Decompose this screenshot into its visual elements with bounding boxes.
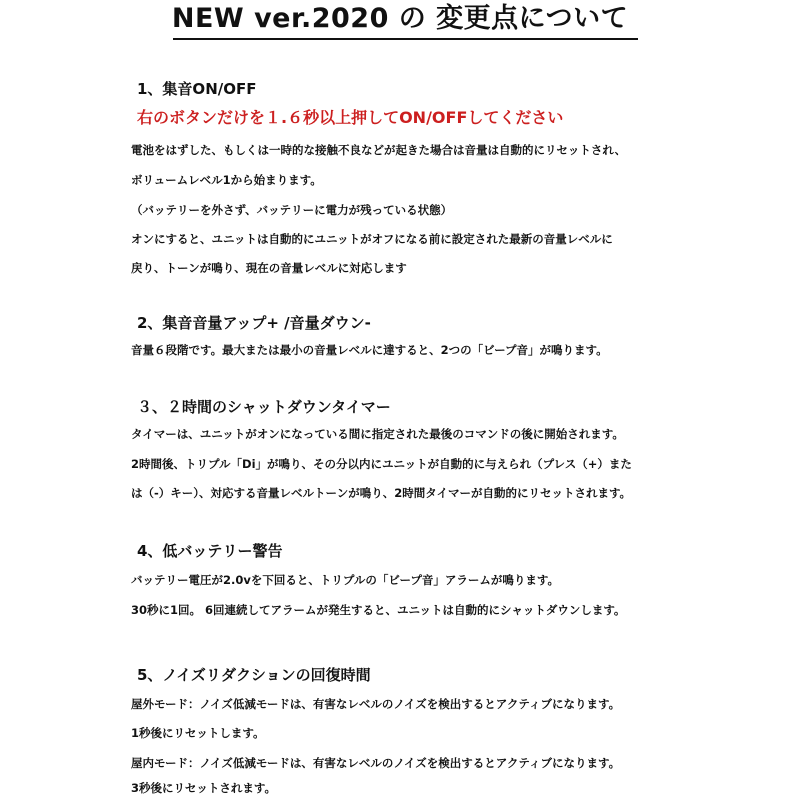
section-4-heading: 4、低バッテリー警告 xyxy=(137,542,283,560)
section-5-line-2: 1秒後にリセットします。 xyxy=(131,726,265,740)
section-4-line-1: バッテリー電圧が2.0vを下回ると、トリプルの「ビープ音」アラームが鳴ります。 xyxy=(131,573,559,587)
title-underline xyxy=(173,38,638,40)
section-2-line-1: 音量６段階です。最大または最小の音量レベルに達すると、2つの「ビープ音」が鳴ります。 xyxy=(131,343,608,357)
section-5-line-3: 屋内モード：ノイズ低減モードは、有害なレベルのノイズを検出するとアクティブになります。 xyxy=(131,756,621,770)
section-3-heading: ３、２時間のシャットダウンタイマー xyxy=(137,398,391,416)
page-title: NEW ver.2020 の 変更点について xyxy=(171,3,629,34)
section-1-line-4: オンにすると、ユニットは自動的にユニットがオフになる前に設定された最新の音量レベルに xyxy=(131,232,613,246)
section-3-line-3: は（-）キー）、対応する音量レベルトーンが鳴り、2時間タイマーが自動的にリセットされます。 xyxy=(131,486,632,500)
section-1-line-1: 電池をはずした、もしくは一時的な接触不良などが起きた場合は音量は自動的にリセットされ、 xyxy=(131,143,627,157)
section-1-line-3: （バッテリーを外さず、バッテリーに電力が残っている状態） xyxy=(131,203,453,217)
section-5-heading: 5、ノイズリダクションの回復時間 xyxy=(137,666,371,684)
section-5-line-4: 3秒後にリセットされます。 xyxy=(131,781,276,795)
section-1-line-5: 戻り、トーンが鳴り、現在の音量レベルに対応します xyxy=(131,261,407,275)
section-3-line-1: タイマーは、ユニットがオンになっている間に指定された最後のコマンドの後に開始されます。 xyxy=(131,427,624,441)
section-3-line-2: 2時間後、トリプル「Di」が鳴り、その分以内にユニットが自動的に与えられ（プレス（+）また xyxy=(131,457,632,471)
section-1-heading: 1、集音ON/OFF xyxy=(137,80,257,98)
section-4-line-2: 30秒に1回。 6回連続してアラームが発生すると、ユニットは自動的にシャットダウンします。 xyxy=(131,603,626,617)
section-1-red-note: 右のボタンだけを１.６秒以上押してON/OFFしてください xyxy=(137,108,564,127)
section-2-heading: 2、集音音量アップ+ /音量ダウン- xyxy=(137,314,371,332)
section-1-line-2: ボリュームレベル1から始まります。 xyxy=(131,173,322,187)
section-5-line-1: 屋外モード：ノイズ低減モードは、有害なレベルのノイズを検出するとアクティブになります。 xyxy=(131,697,621,711)
